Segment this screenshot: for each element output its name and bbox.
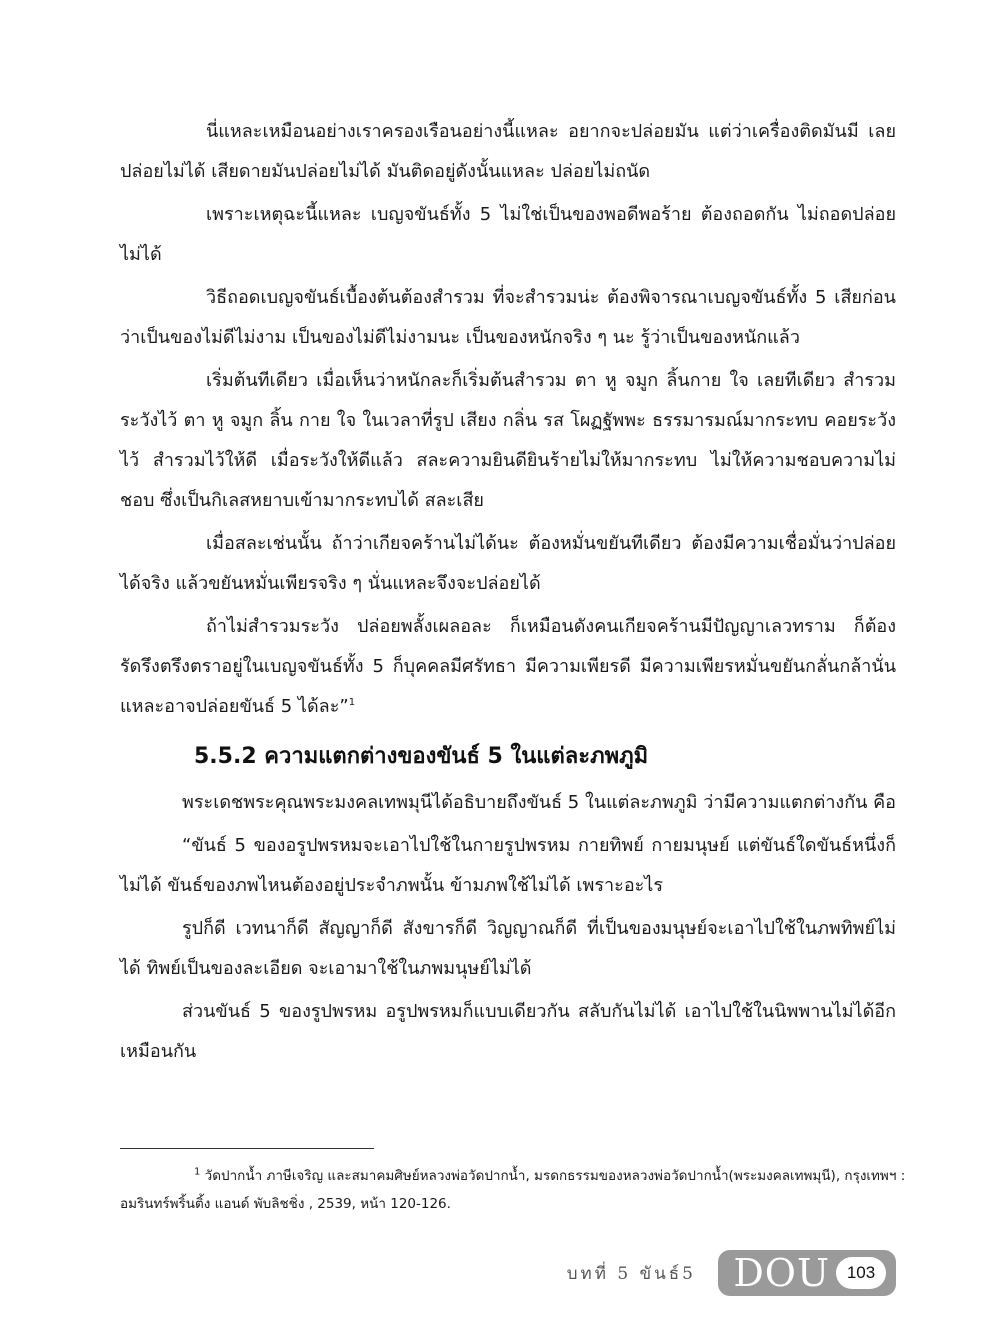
paragraph: “ขันธ์ 5 ของอรูปพรหมจะเอาไปใช้ในกายรูปพรหม กายทิพย์ กายมนุษย์ แต่ขันธ์ใดขันธ์หนึ่งก็ไม่ได้ ขันธ์ของภพไหนต้องอยู่ประจำภพนั้น ข้ามภพใช้ไม่ได้ เพราะอะไร xyxy=(120,835,896,896)
page-body xyxy=(120,112,896,1075)
paragraph: ส่วนขันธ์ 5 ของรูปพรหม อรูปพรหมก็แบบเดียวกัน สลับกันไม่ได้ เอาไปใช้ในนิพพานไม่ได้อีกเหมือนกัน xyxy=(120,1001,896,1062)
paragraph: เมื่อสละเช่นนั้น ถ้าว่าเกียจคร้านไม่ได้นะ ต้องหมั่นขยันทีเดียว ต้องมีความเชื่อมั่นว่าปล่อยได้จริง แล้วขยันหมั่นเพียรจริง ๆ นั่นแหละจึงจะปล่อยได้ xyxy=(120,533,896,594)
page-number: 103 xyxy=(836,1257,886,1289)
dou-logo: DOU xyxy=(733,1251,830,1295)
paragraph: นี่แหละเหมือนอย่างเราครองเรือนอย่างนี้แหละ อยากจะปล่อยมัน แต่ว่าเครื่องติดมันมี เลยปล่อยไม่ได้ เสียดายมันปล่อยไม่ได้ มันติดอยู่ดังนั้นแหละ ปล่อยไม่ถนัด xyxy=(120,121,896,182)
footnote xyxy=(120,1162,910,1218)
paragraph: วิธีถอดเบญจขันธ์เบื้องต้นต้องสำรวม ที่จะสำรวมน่ะ ต้องพิจารณาเบญจขันธ์ทั้ง 5 เสียก่อน ว่าเป็นของไม่ดีไม่งาม เป็นของไม่ดีไม่งามนะ เป็นของหนักจริง ๆ นะ รู้ว่าเป็นของหนักแล้ว xyxy=(120,287,896,348)
page-badge xyxy=(718,1250,896,1296)
paragraph: เริ่มต้นทีเดียว เมื่อเห็นว่าหนักละก็เริ่มต้นสำรวม ตา หู จมูก ลิ้นกาย ใจ เลยทีเดียว สำรวมระวังไว้ ตา หู จมูก ลิ้น กาย ใจ ในเวลาที่รูป เสียง กลิ่น รส โผฏฐัพพะ ธรรมารมณ์มากระทบ คอยระวังไว้ สำรวมไว้ให้ดี เมื่อระวังให้ดีแล้ว สละความยินดียินร้ายไม่ให้มากระทบ ไม่ให้ความชอบความไม่ชอบ ซึ่งเป็นกิเลสหยาบเข้ามากระทบได้ สละเสีย xyxy=(120,370,896,511)
footnote-reference[interactable]: 1 xyxy=(348,697,356,708)
chapter-label: บทที่ 5 ขันธ์5 xyxy=(566,1263,696,1284)
footnote-marker: 1 xyxy=(194,1166,201,1178)
paragraph: ถ้าไม่สำรวมระวัง ปล่อยพลั้งเผลอละ ก็เหมือนดังคนเกียจคร้านมีปัญญาเลวทราม ก็ต้องรัดรึงตรึงตราอยู่ในเบญจขันธ์ทั้ง 5 ก็บุคคลมีศรัทธา มีความเพียรดี มีความเพียรหมั่นขยันกลั่นกล้านั่นแหละอาจปล่อยขันธ์ 5 ได้ละ”$^1$ xyxy=(120,616,896,717)
paragraph: เพราะเหตุฉะนี้แหละ เบญจขันธ์ทั้ง 5 ไม่ใช่เป็นของพอดีพอร้าย ต้องถอดกัน ไม่ถอดปล่อยไม่ได้ xyxy=(120,204,896,265)
section-heading: 5.5.2 ความแตกต่างของขันธ์ 5 ในแต่ละภพภูมิ xyxy=(194,744,649,769)
footnote-divider xyxy=(120,1148,374,1149)
footnote-text: วัดปากน้ำ ภาษีเจริญ และสมาคมศิษย์หลวงพ่อวัดปากน้ำ, มรดกธรรมของหลวงพ่อวัดปากน้ำ(พระมงคลเทพมุนี), กรุงเทพฯ : อมรินทร์พริ้นติ้ง แอนด์ พับลิชชิ่ง , 2539, หน้า 120-126. xyxy=(120,1168,906,1212)
paragraph: พระเดชพระคุณพระมงคลเทพมุนีได้อธิบายถึงขันธ์ 5 ในแต่ละภพภูมิ ว่ามีความแตกต่างกัน คือ xyxy=(182,792,896,813)
paragraph: รูปก็ดี เวทนาก็ดี สัญญาก็ดี สังขารก็ดี วิญญาณก็ดี ที่เป็นของมนุษย์จะเอาไปใช้ในภพทิพย์ไม่ได้ ทิพย์เป็นของละเอียด จะเอามาใช้ในภพมนุษย์ไม่ได้ xyxy=(120,918,896,979)
page-footer xyxy=(567,1250,896,1296)
